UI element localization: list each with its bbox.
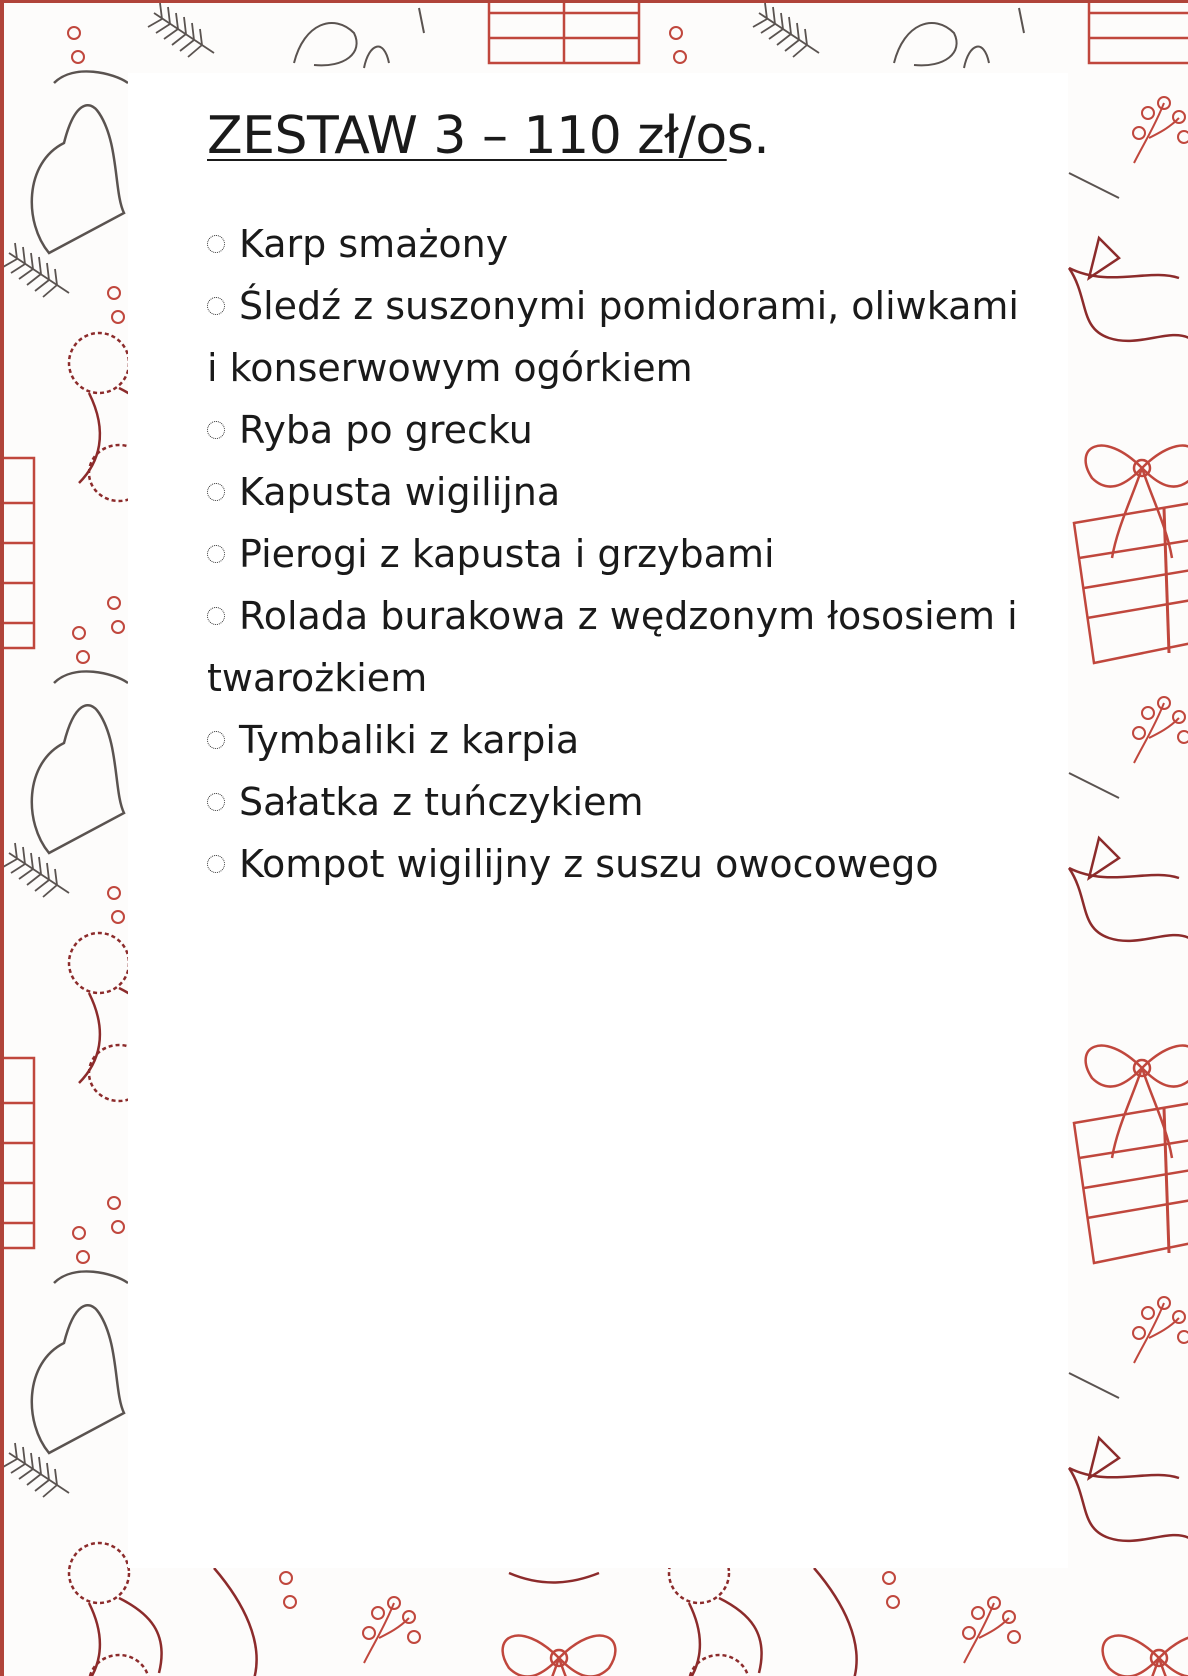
ribbon-icon [1069,838,1188,941]
list-item [207,523,1027,585]
berry-sprig-icon [1133,1297,1188,1363]
ribbon-icon [1069,238,1188,341]
pine-branch-icon [753,3,819,57]
gift-icon [489,3,1188,63]
list-item [207,275,1027,399]
bullet-icon [207,731,225,749]
list-item-text: Śledź z suszonymi pomidorami, oliwkami i konserwowym ogórkiem [207,284,1019,390]
pine-branch-icon [4,843,69,897]
bullet-icon [207,545,225,563]
pine-branch-icon [4,243,69,297]
page-title [207,101,769,171]
list-item [207,461,1027,523]
bullet-icon [207,855,225,873]
bullet-icon [207,793,225,811]
title-rest: s. [726,106,770,166]
berry-sprig-icon [1133,697,1188,763]
dots-icon [68,27,84,63]
list-item-text: Ryba po grecku [239,408,533,452]
candy-cane-bow-icon [1086,1046,1188,1158]
dots-icon [670,27,686,63]
dots-icon [108,287,124,323]
dots-icon [108,887,124,923]
list-item [207,709,1027,771]
top-decor-strip [68,3,1188,68]
bullet-icon [207,483,225,501]
list-item-text: Karp smażony [239,222,509,266]
list-item [207,833,1027,895]
dots-icon [280,1572,296,1608]
title-underlined-part: ZESTAW 3 – 110 zł/o [207,106,727,166]
dots-icon [883,1572,899,1608]
dots-icon [108,597,124,633]
list-item [207,399,1027,461]
gift-icon [4,458,34,1248]
pine-branch-icon [148,3,214,57]
bullet-icon [207,421,225,439]
dots-icon [73,1227,89,1263]
list-item-text: Tymbaliki z karpia [239,718,580,762]
bullet-icon [207,607,225,625]
menu-list [207,213,1027,895]
list-item-text: Kompot wigilijny z suszu owocowego [239,842,939,886]
candy-cane-bow-icon [503,1636,616,1676]
list-item-text: Kapusta wigilijna [239,470,561,514]
berry-sprig-icon [963,1597,1020,1663]
bullet-icon [207,297,225,315]
candy-cane-bow-icon [1086,446,1188,558]
berry-sprig-icon [363,1597,420,1663]
dots-icon [73,627,89,663]
list-item [207,585,1027,709]
list-item [207,771,1027,833]
ribbon-icon [1069,1438,1188,1541]
bullet-icon [207,235,225,253]
list-item [207,213,1027,275]
dots-icon [108,1197,124,1233]
pine-branch-icon [4,1443,69,1497]
berry-sprig-icon [1133,97,1188,163]
list-item-text: Pierogi z kapusta i grzybami [239,532,775,576]
list-item-text: Rolada burakowa z wędzonym łososiem i twarożkiem [207,594,1018,700]
right-decor-strip [1069,97,1188,1541]
leaf-sprig-icon [294,8,1024,68]
candy-cane-bow-icon [1103,1636,1188,1676]
list-item-text: Sałatka z tuńczykiem [239,780,644,824]
